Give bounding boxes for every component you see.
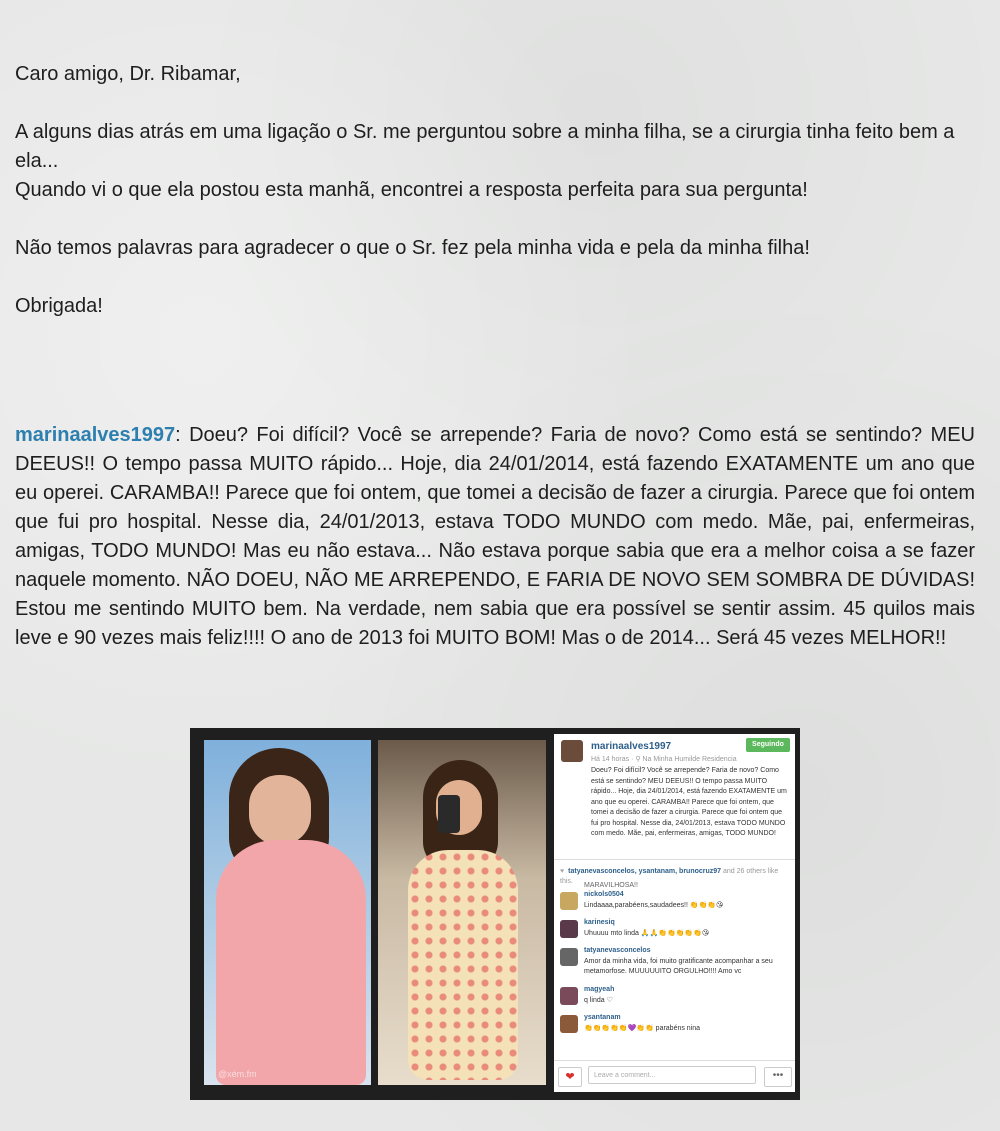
- phone-shape: [438, 795, 460, 833]
- comments-list[interactable]: [554, 882, 795, 1056]
- comment-bar: [554, 1060, 795, 1093]
- post-text: : Doeu? Foi difícil? Você se arrepende? Faria de novo? Como está se sentindo? MEU DEEUS!! O tempo passa MUITO rápido... Hoje, dia 24/01/2014, está fazendo EXATAMENTE um ano que eu operei. CARAMBA!! Parece que foi ontem, que tomei a decisão de fazer a cirurgia. Parece que foi ontem que fui pro hospital. Nesse dia, 24/01/2013, estava TODO MUNDO com medo. Mãe, pai, enfermeiras, amigas, TODO MUNDO! Mas eu não estava... Não estava porque sabia que era a melhor coisa a se fazer naquele momento. NÃO DOEU, NÃO ME ARREPENDO, E FARIA DE NOVO SEM SOMBRA DE DÚVIDAS! Estou me sentindo MUITO bem. Na verdade, nem sabia que era possível se sentir assim. 45 quilos mais leve e 90 vezes mais feliz!!!! O ano de 2013 foi MUITO BOM! Mas o de 2014... Será 45 vezes MELHOR!!: [15, 424, 975, 649]
- avatar[interactable]: [560, 892, 578, 910]
- comment-text: Amor da minha vida, foi muito gratificante acompanhar a seu metamorfose. MUUUUUITO ORGULHO!!!! Amo vc: [584, 958, 773, 975]
- letter-paragraph-3: Não temos palavras para agradecer o que o Sr. fez pela minha vida e pela da minha filha!: [15, 237, 810, 259]
- avatar[interactable]: [560, 987, 578, 1005]
- comment-text: 👏👏👏👏👏💜👏👏 parabéns nina: [584, 1025, 701, 1032]
- avatar[interactable]: [560, 948, 578, 966]
- letter-paragraph-1: A alguns dias atrás em uma ligação o Sr. me perguntou sobre a minha filha, se a cirurgia tinha feito bem a ela...: [15, 121, 955, 172]
- likes-users[interactable]: tatyanevasconcelos, ysantanam, brunocruz97: [568, 868, 722, 875]
- like-heart-icon[interactable]: ❤: [558, 1067, 582, 1087]
- post-transcript: [15, 421, 975, 653]
- ig-post-meta: Há 14 horas · ⚲ Na Minha Humilde Residencia: [591, 756, 737, 763]
- comment-text: Lindaaaa,parabéens,saudadees!! 👏👏👏😘: [584, 902, 724, 909]
- photo-watermark: @xém.fm: [218, 1069, 257, 1079]
- likes-rest: and 26 others like this.: [560, 868, 779, 885]
- comment-user[interactable]: ysantanam: [584, 1014, 621, 1021]
- polka-dress-shape: [408, 850, 518, 1080]
- comment-text: q linda ♡: [584, 997, 613, 1004]
- before-photo: [204, 740, 371, 1085]
- avatar[interactable]: [560, 920, 578, 938]
- comment-user[interactable]: tatyanevasconcelos: [584, 947, 651, 954]
- comment-user[interactable]: magyeah: [584, 986, 615, 993]
- after-photo: [378, 740, 546, 1085]
- comment-input[interactable]: Leave a comment...: [588, 1066, 756, 1084]
- face-shape: [249, 775, 311, 845]
- ig-caption: Doeu? Foi difícil? Você se arrepende? Faria de novo? Como está se sentindo? MEU DEEUS!! O tempo passa MUITO rápido... Hoje, dia 24/01/2014, está fazendo EXATAMENTE um ano que eu operei. CARAMBA!! Parece que foi ontem, que tomei a decisão de fazer a cirurgia. Parece que foi ontem que fui pro hospital. Nesse dia, 24/01/2013, estava TODO MUNDO com medo. Mãe, pai, enfermeiras, amigas, TODO MUNDO!: [591, 767, 787, 837]
- comment-text: Uhuuuu mto linda 🙏🙏👏👏👏👏👏😘: [584, 930, 710, 937]
- ig-post-header: [554, 734, 795, 860]
- cut-off-comment: MARAVILHOSA!!: [584, 882, 638, 889]
- comment-user[interactable]: nickols0504: [584, 891, 624, 898]
- instagram-panel: [554, 734, 795, 1092]
- instagram-screenshot: [190, 728, 800, 1100]
- heart-icon: ♥: [560, 868, 565, 875]
- following-button[interactable]: Seguindo: [746, 738, 790, 752]
- letter-paragraph-2: Quando vi o que ela postou esta manhã, encontrei a resposta perfeita para sua pergunta!: [15, 179, 808, 201]
- avatar[interactable]: [560, 1015, 578, 1033]
- ig-username[interactable]: marinaalves1997: [591, 741, 672, 752]
- avatar[interactable]: [561, 740, 583, 762]
- post-username: marinaalves1997: [15, 424, 176, 446]
- letter: [15, 60, 975, 321]
- more-options-icon[interactable]: •••: [764, 1067, 792, 1087]
- pink-dress-shape: [216, 840, 366, 1085]
- comment-user[interactable]: karinesiq: [584, 919, 615, 926]
- letter-greeting: Caro amigo, Dr. Ribamar,: [15, 63, 241, 85]
- letter-closing: Obrigada!: [15, 295, 103, 317]
